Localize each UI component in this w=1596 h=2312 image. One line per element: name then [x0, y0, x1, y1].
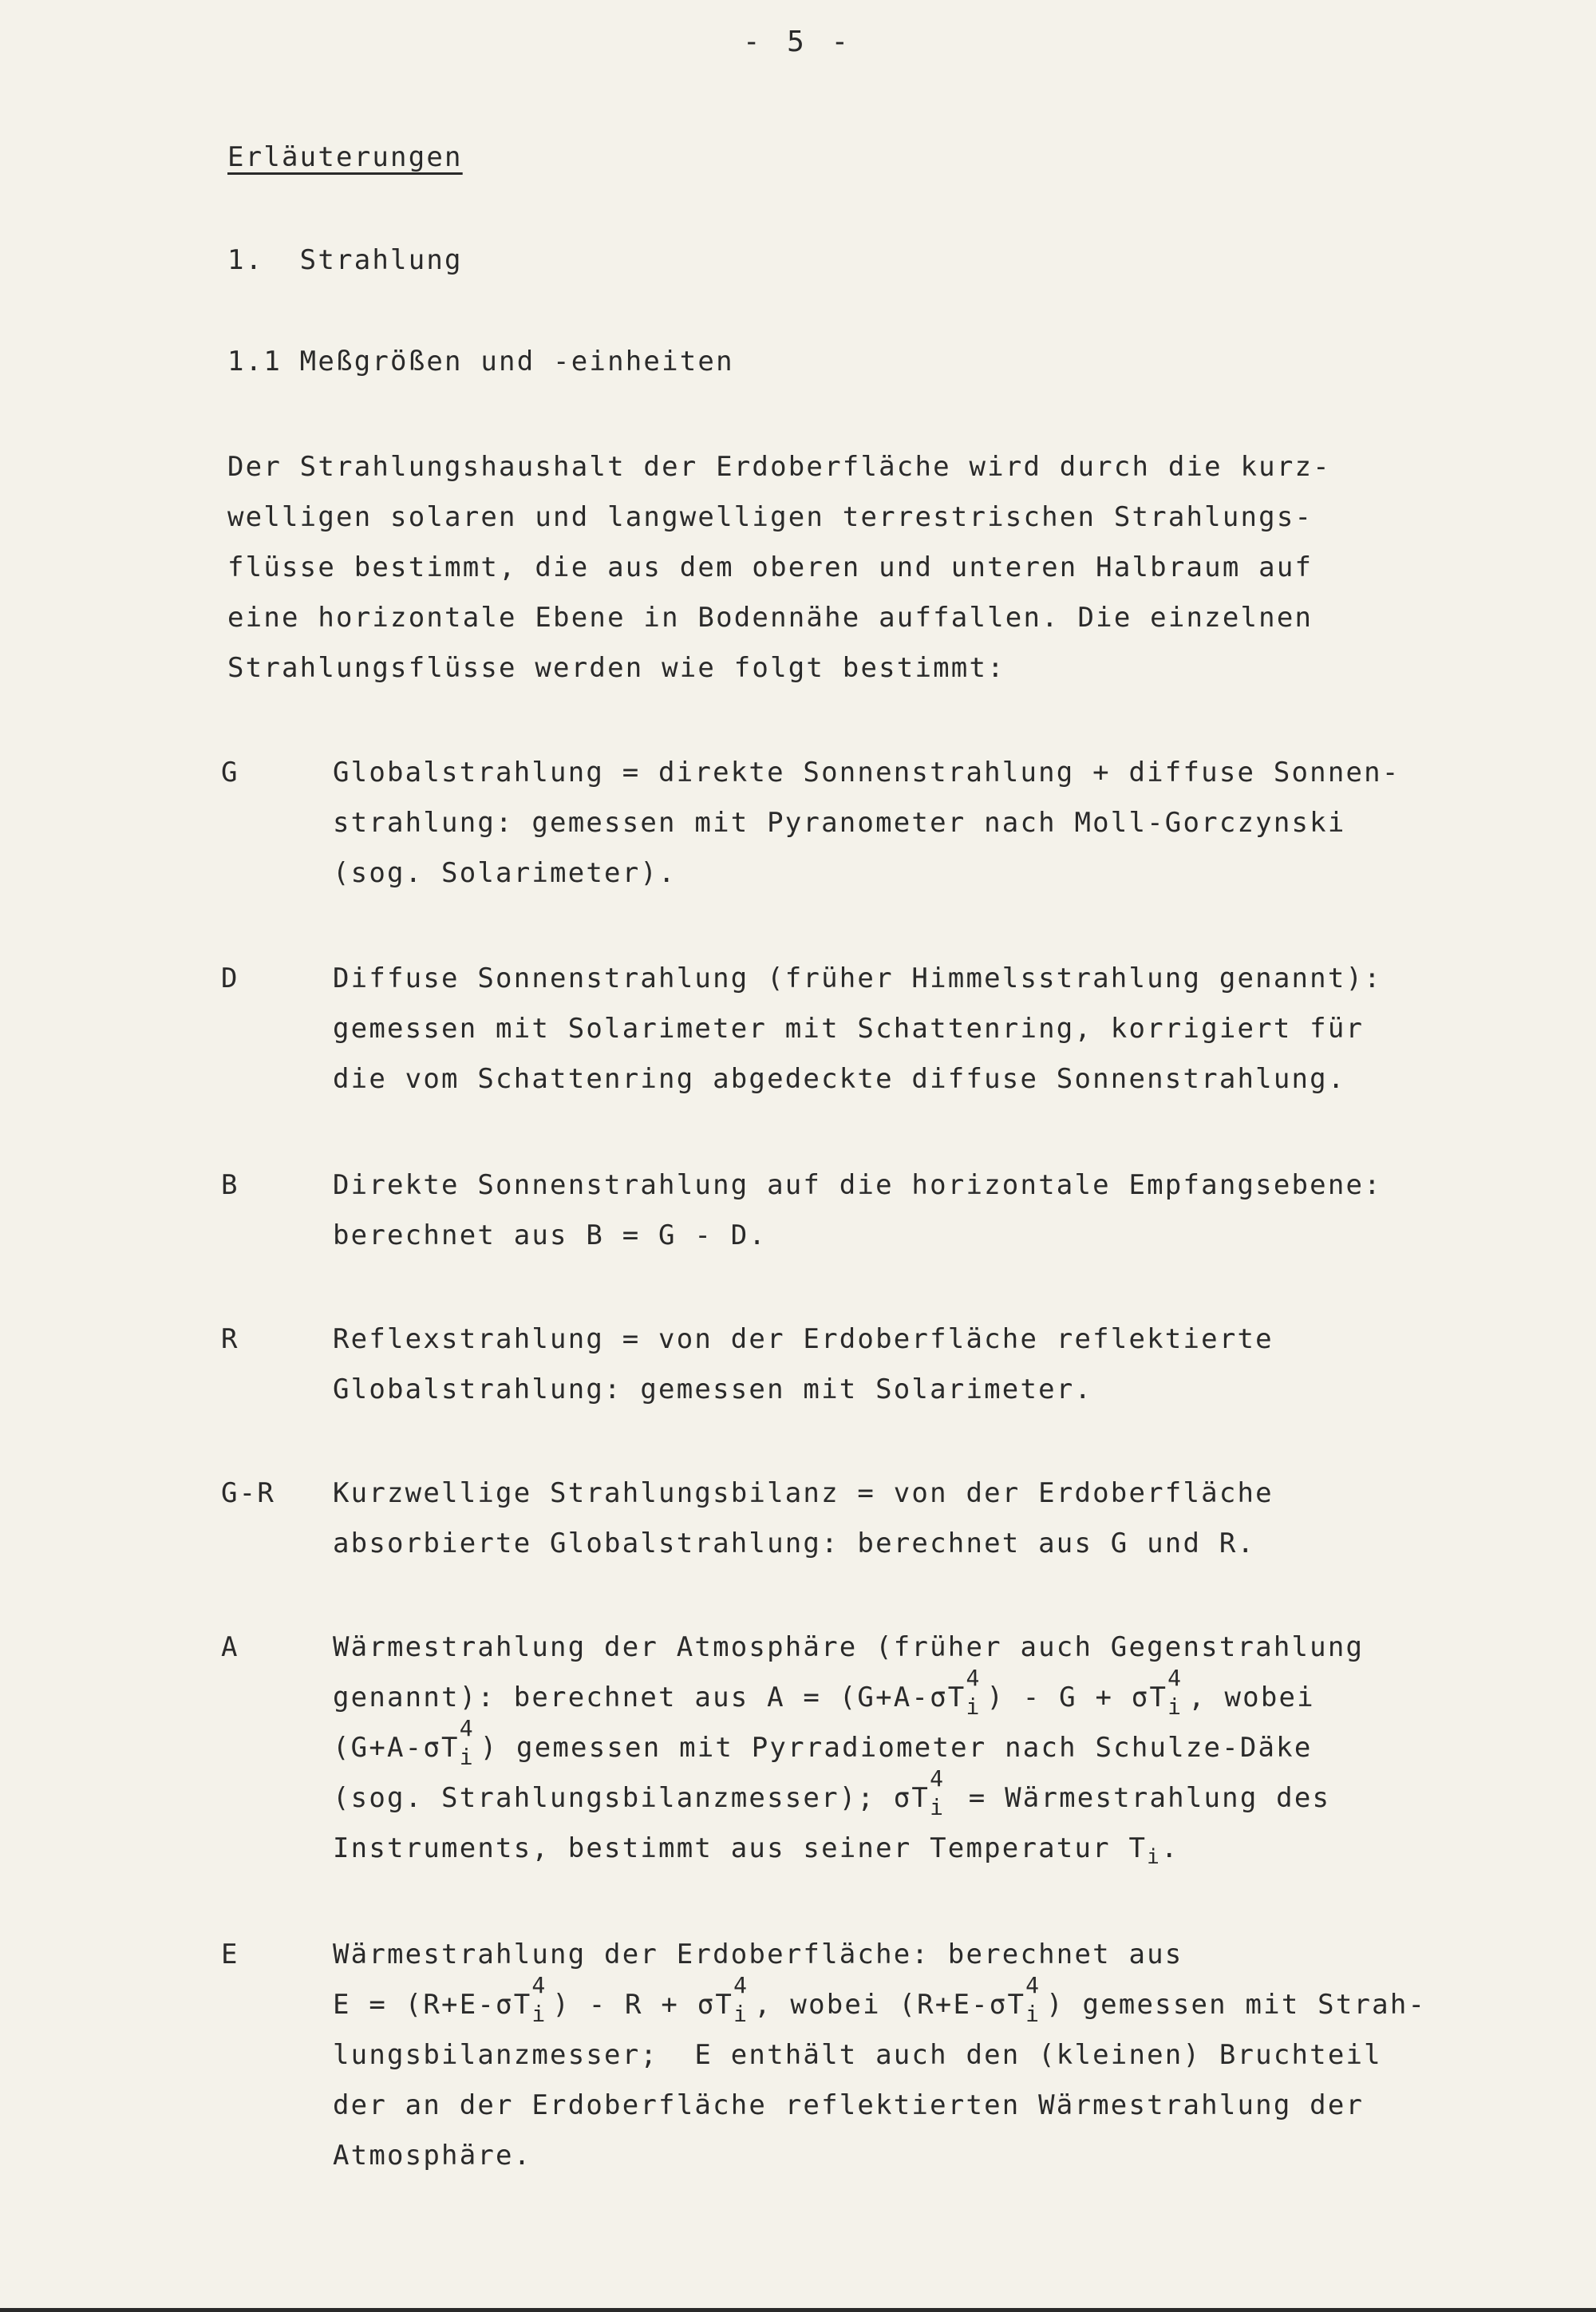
- item-symbol: E: [221, 1939, 239, 1970]
- item-line: [333, 1765, 1530, 1824]
- item-text: [333, 1930, 1530, 2181]
- item-line: berechnet aus B = G - D.: [333, 1219, 768, 1251]
- formula-part: E = (R+E-σT: [333, 1989, 532, 2021]
- page-number: - 5 -: [742, 26, 854, 58]
- formula-part: = Wärmestrahlung des: [950, 1782, 1331, 1814]
- exponent-index: [733, 1972, 754, 2027]
- formula-part: ) - G + σT: [986, 1682, 1168, 1713]
- item-symbol: R: [221, 1323, 239, 1355]
- item-line: [333, 1824, 1530, 1874]
- formula-part: , wobei: [1188, 1682, 1315, 1713]
- item-symbol: D: [221, 962, 239, 994]
- subscript: i: [531, 2001, 547, 2027]
- item-symbol: B: [221, 1169, 239, 1201]
- subscript: i: [459, 1744, 475, 1770]
- item-text: [333, 1622, 1530, 1874]
- item-line: der an der Erdoberfläche reflektierten Wärmestrahlung der: [333, 2089, 1365, 2121]
- subscript: i: [1167, 1693, 1183, 1720]
- item-line: Diffuse Sonnenstrahlung (früher Himmelsstrahlung genannt):: [333, 962, 1382, 994]
- exponent: 4: [531, 1972, 547, 1998]
- formula-part: genannt): berechnet aus A = (G+A-σT: [333, 1682, 966, 1713]
- section-title: 1. Strahlung: [227, 244, 463, 276]
- formula-part: ) - R + σT: [552, 1989, 734, 2021]
- item-line: strahlung: gemessen mit Pyranometer nach Moll-Gorczynski: [333, 807, 1346, 839]
- exponent: 4: [966, 1665, 982, 1691]
- intro-line: Strahlungsflüsse werden wie folgt bestimmt:: [227, 652, 1005, 684]
- heading: Erläuterungen: [227, 141, 463, 173]
- intro-line: Der Strahlungshaushalt der Erdoberfläche wird durch die kurz-: [227, 451, 1331, 483]
- formula-part: ) gemessen mit Pyrradiometer nach Schulze-Däke: [480, 1732, 1313, 1764]
- exponent-index: [459, 1715, 480, 1770]
- scan-edge: [0, 2308, 1596, 2312]
- item-symbol: A: [221, 1631, 239, 1663]
- item-line: Wärmestrahlung der Erdoberfläche: berechnet aus: [333, 1939, 1183, 1970]
- subscript: i: [966, 1693, 982, 1720]
- exponent-index: [966, 1665, 986, 1720]
- exponent-index: [1167, 1665, 1188, 1720]
- exponent-index: [930, 1765, 950, 1820]
- item-text: [333, 748, 1530, 899]
- exponent: 4: [459, 1715, 475, 1741]
- item-text: [333, 1468, 1530, 1569]
- exponent: 4: [1167, 1665, 1183, 1691]
- formula-part: (G+A-σT: [333, 1732, 460, 1764]
- formula-part: (sog. Strahlungsbilanzmesser); σT: [333, 1782, 930, 1814]
- item-line: Wärmestrahlung der Atmosphäre (früher auch Gegenstrahlung: [333, 1631, 1365, 1663]
- item-line: Globalstrahlung: gemessen mit Solarimeter.: [333, 1373, 1093, 1405]
- exponent: 4: [733, 1972, 749, 1998]
- formula-part: , wobei (R+E-σT: [754, 1989, 1026, 2021]
- subscript: i: [1025, 2001, 1041, 2027]
- item-text: [333, 1160, 1530, 1261]
- item-text: [333, 954, 1530, 1105]
- item-line: Globalstrahlung = direkte Sonnenstrahlung + diffuse Sonnen-: [333, 757, 1400, 788]
- item-line: lungsbilanzmesser; E enthält auch den (kleinen) Bruchteil: [333, 2039, 1382, 2071]
- formula-part: ) gemessen mit Strah-: [1046, 1989, 1427, 2021]
- item-symbol: G: [221, 757, 239, 788]
- intro-line: flüsse bestimmt, die aus dem oberen und unteren Halbraum auf: [227, 551, 1314, 583]
- item-line: [333, 1972, 1530, 2030]
- exponent: 4: [1025, 1972, 1041, 1998]
- item-line: die vom Schattenring abgedeckte diffuse Sonnenstrahlung.: [333, 1063, 1346, 1095]
- item-line: [333, 1665, 1530, 1723]
- exponent: 4: [930, 1765, 946, 1792]
- item-symbol: G-R: [221, 1477, 276, 1509]
- item-text: [333, 1314, 1530, 1415]
- subscript: i: [930, 1794, 946, 1820]
- item-line: Direkte Sonnenstrahlung auf die horizontale Empfangsebene:: [333, 1169, 1382, 1201]
- subscript: i: [1147, 1844, 1161, 1869]
- formula-part: .: [1161, 1832, 1179, 1864]
- intro-line: welligen solaren und langwelligen terrestrischen Strahlungs-: [227, 501, 1314, 533]
- item-line: gemessen mit Solarimeter mit Schattenring, korrigiert für: [333, 1013, 1365, 1045]
- formula-part: Instruments, bestimmt aus seiner Temperatur T: [333, 1832, 1148, 1864]
- intro-paragraph: [227, 442, 1472, 694]
- item-line: absorbierte Globalstrahlung: berechnet aus G und R.: [333, 1528, 1256, 1559]
- item-line: (sog. Solarimeter).: [333, 857, 677, 889]
- exponent-index: [1025, 1972, 1046, 2027]
- exponent-index: [531, 1972, 552, 2027]
- item-line: Reflexstrahlung = von der Erdoberfläche reflektierte: [333, 1323, 1274, 1355]
- item-line: Atmosphäre.: [333, 2140, 532, 2172]
- item-line: Kurzwellige Strahlungsbilanz = von der Erdoberfläche: [333, 1477, 1274, 1509]
- intro-line: eine horizontale Ebene in Bodennähe auffallen. Die einzelnen: [227, 602, 1314, 634]
- subsection-title: 1.1 Meßgrößen und -einheiten: [227, 346, 734, 377]
- subscript: i: [733, 2001, 749, 2027]
